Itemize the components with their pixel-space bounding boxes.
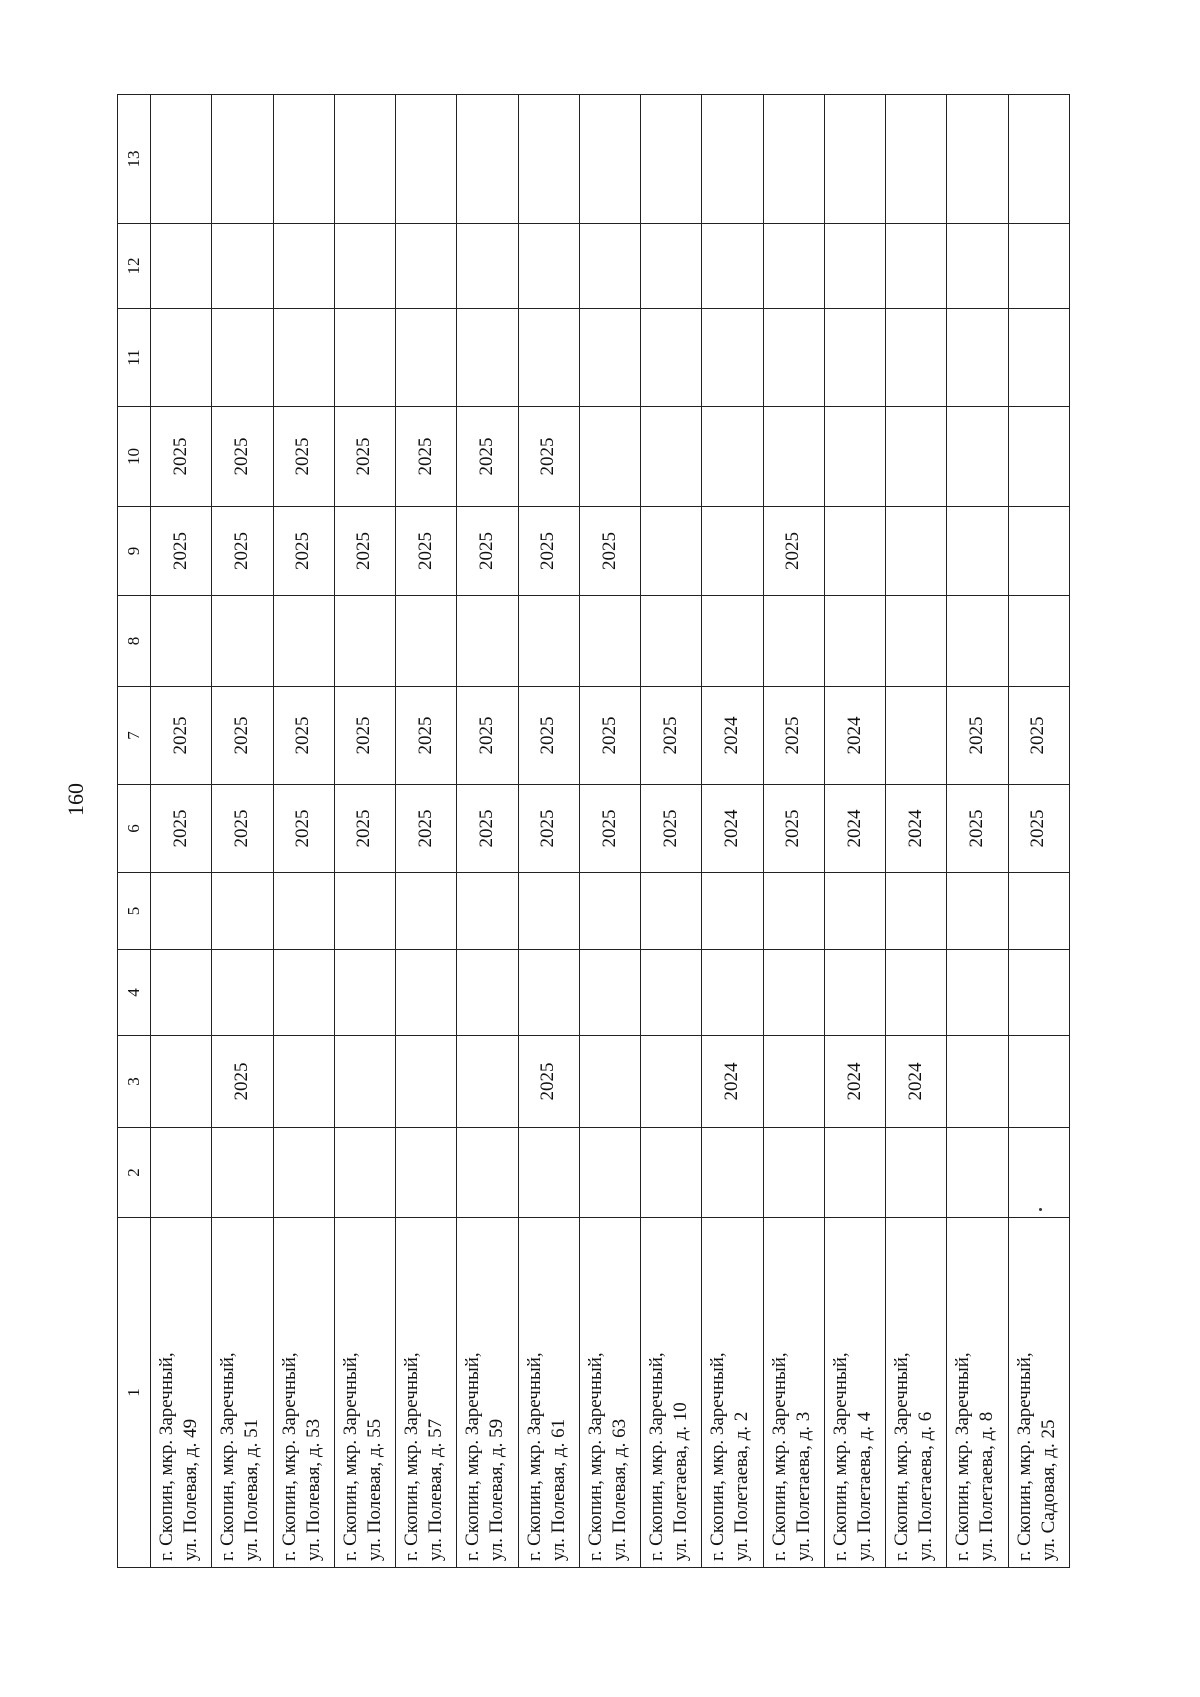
- year-cell: 2024: [702, 785, 763, 873]
- year-cell: 2025: [334, 507, 395, 596]
- address-line-2: ул. Полевая, д. 57: [425, 1418, 447, 1561]
- year-cell: [334, 224, 395, 309]
- address-line-1: г. Скопин, мкр. Заречный,: [891, 1352, 913, 1561]
- year-cell: [763, 873, 824, 950]
- address-line-1: г. Скопин, мкр. Заречный,: [584, 1352, 606, 1561]
- table-row: [579, 95, 640, 1568]
- year-cell: 2024: [824, 687, 885, 785]
- year-cell: [1008, 95, 1069, 224]
- year-cell: [457, 873, 518, 950]
- year-cell: [702, 950, 763, 1036]
- year-cell: [273, 596, 334, 687]
- table-row: [702, 95, 763, 1568]
- year-cell: 2025: [457, 507, 518, 596]
- column-header: 8: [118, 596, 151, 687]
- year-cell: 2025: [151, 507, 212, 596]
- year-cell: [396, 1036, 457, 1128]
- year-cell: 2024: [702, 687, 763, 785]
- address-line-2: ул. Полетаева, д. 8: [976, 1411, 998, 1561]
- year-cell: [1008, 950, 1069, 1036]
- year-cell: [579, 309, 640, 407]
- address-cell: [457, 1218, 518, 1568]
- address-line-2: ул. Полетаева, д. 3: [792, 1411, 814, 1561]
- year-cell: 2025: [334, 407, 395, 507]
- column-header: 9: [118, 507, 151, 596]
- year-cell: [457, 950, 518, 1036]
- year-cell: [273, 224, 334, 309]
- year-cell: [886, 1128, 947, 1218]
- year-cell: 2025: [151, 407, 212, 507]
- year-cell: [212, 873, 273, 950]
- year-cell: [151, 224, 212, 309]
- year-cell: 2025: [273, 785, 334, 873]
- year-cell: [151, 1036, 212, 1128]
- year-cell: 2025: [518, 407, 579, 507]
- address-line-2: ул. Полетаева, д. 2: [731, 1411, 753, 1561]
- table-container: [117, 95, 1070, 1568]
- year-cell: [579, 95, 640, 224]
- year-cell: [824, 1128, 885, 1218]
- year-cell: 2024: [886, 785, 947, 873]
- year-cell: 2024: [824, 1036, 885, 1128]
- address-line-1: г. Скопин, мкр. Заречный,: [952, 1352, 974, 1561]
- year-cell: [457, 596, 518, 687]
- year-cell: [579, 1036, 640, 1128]
- address-line-2: ул. Полетаева, д. 10: [670, 1402, 692, 1561]
- year-cell: [886, 507, 947, 596]
- year-cell: [273, 309, 334, 407]
- year-cell: [579, 950, 640, 1036]
- address-line-2: ул. Полевая, д. 63: [608, 1418, 630, 1561]
- year-cell: [334, 1128, 395, 1218]
- year-cell: 2025: [947, 687, 1008, 785]
- year-cell: [947, 1128, 1008, 1218]
- year-cell: 2024: [702, 1036, 763, 1128]
- year-cell: [579, 1128, 640, 1218]
- year-cell: [457, 1128, 518, 1218]
- year-cell: [1008, 873, 1069, 950]
- year-cell: [641, 309, 702, 407]
- year-cell: [457, 224, 518, 309]
- table-row: [151, 95, 212, 1568]
- year-cell: [947, 507, 1008, 596]
- year-cell: [273, 950, 334, 1036]
- year-cell: [824, 507, 885, 596]
- year-cell: [824, 224, 885, 309]
- year-cell: [396, 309, 457, 407]
- year-cell: [824, 950, 885, 1036]
- year-cell: 2025: [212, 507, 273, 596]
- year-cell: 2025: [579, 687, 640, 785]
- column-header: 2: [118, 1128, 151, 1218]
- year-cell: 2025: [763, 687, 824, 785]
- header-row: [118, 95, 151, 1568]
- year-cell: [151, 309, 212, 407]
- year-cell: [886, 407, 947, 507]
- year-cell: [763, 309, 824, 407]
- year-cell: [763, 596, 824, 687]
- year-cell: [457, 1036, 518, 1128]
- year-cell: [518, 1128, 579, 1218]
- year-cell: [763, 950, 824, 1036]
- year-cell: [579, 873, 640, 950]
- address-line-2: ул. Полевая, д. 53: [302, 1418, 324, 1561]
- year-cell: [212, 95, 273, 224]
- address-cell: [641, 1218, 702, 1568]
- address-cell: [212, 1218, 273, 1568]
- year-cell: [518, 596, 579, 687]
- rotated-table-frame: [117, 95, 1070, 1568]
- year-cell: 2025: [579, 507, 640, 596]
- year-cell: 2025: [518, 687, 579, 785]
- year-cell: [1008, 1036, 1069, 1128]
- year-cell: [1008, 309, 1069, 407]
- year-cell: 2025: [641, 785, 702, 873]
- address-line-1: г. Скопин, мкр. Заречный,: [339, 1352, 361, 1561]
- year-cell: [579, 596, 640, 687]
- table-row: [1008, 95, 1069, 1568]
- address-cell: [396, 1218, 457, 1568]
- address-cell: [1008, 1218, 1069, 1568]
- year-cell: [212, 950, 273, 1036]
- year-cell: [641, 1036, 702, 1128]
- year-cell: [212, 224, 273, 309]
- year-cell: [947, 224, 1008, 309]
- year-cell: [824, 596, 885, 687]
- address-cell: [824, 1218, 885, 1568]
- address-line-1: г. Скопин, мкр. Заречный,: [646, 1352, 668, 1561]
- year-cell: 2025: [212, 687, 273, 785]
- year-cell: [702, 224, 763, 309]
- year-cell: [334, 950, 395, 1036]
- year-cell: 2025: [1008, 687, 1069, 785]
- year-cell: 2025: [763, 507, 824, 596]
- year-cell: [702, 507, 763, 596]
- year-cell: 2025: [947, 785, 1008, 873]
- address-cell: [886, 1218, 947, 1568]
- year-cell: [457, 95, 518, 224]
- year-cell: 2025: [396, 407, 457, 507]
- year-cell: [396, 596, 457, 687]
- column-header: 6: [118, 785, 151, 873]
- table-row: [763, 95, 824, 1568]
- address-line-1: г. Скопин, мкр. Заречный,: [278, 1352, 300, 1561]
- year-cell: [824, 95, 885, 224]
- year-cell: [947, 596, 1008, 687]
- address-cell: [579, 1218, 640, 1568]
- year-cell: 2025: [151, 785, 212, 873]
- year-cell: [702, 309, 763, 407]
- address-line-2: ул. Полевая, д. 61: [547, 1418, 569, 1561]
- year-cell: [763, 1036, 824, 1128]
- year-cell: [763, 1128, 824, 1218]
- year-cell: [886, 950, 947, 1036]
- year-cell: [886, 687, 947, 785]
- address-cell: [518, 1218, 579, 1568]
- year-cell: [151, 1128, 212, 1218]
- year-cell: 2025: [763, 785, 824, 873]
- year-cell: [702, 596, 763, 687]
- year-cell: 2025: [579, 785, 640, 873]
- table-row: [273, 95, 334, 1568]
- year-cell: [518, 950, 579, 1036]
- year-cell: 2025: [396, 785, 457, 873]
- year-cell: [273, 1128, 334, 1218]
- year-cell: [518, 95, 579, 224]
- column-header: 4: [118, 950, 151, 1036]
- year-cell: [579, 407, 640, 507]
- year-cell: [641, 407, 702, 507]
- table-row: [334, 95, 395, 1568]
- year-cell: [518, 873, 579, 950]
- table-row: [824, 95, 885, 1568]
- year-cell: 2025: [212, 407, 273, 507]
- page-number: 160: [63, 783, 88, 816]
- year-cell: [641, 507, 702, 596]
- year-cell: [212, 1128, 273, 1218]
- year-cell: [273, 873, 334, 950]
- year-cell: [702, 407, 763, 507]
- year-cell: [273, 1036, 334, 1128]
- address-line-1: г. Скопин, мкр. Заречный,: [523, 1352, 545, 1561]
- year-cell: [334, 309, 395, 407]
- year-cell: [334, 95, 395, 224]
- year-cell: [886, 95, 947, 224]
- year-cell: 2025: [457, 785, 518, 873]
- year-cell: [1008, 224, 1069, 309]
- address-cell: [273, 1218, 334, 1568]
- address-cell: [334, 1218, 395, 1568]
- year-cell: [702, 873, 763, 950]
- table-row: [212, 95, 273, 1568]
- table-row: [947, 95, 1008, 1568]
- table-row: [518, 95, 579, 1568]
- year-cell: 2025: [212, 785, 273, 873]
- year-cell: [824, 407, 885, 507]
- year-cell: [273, 95, 334, 224]
- year-cell: [151, 873, 212, 950]
- year-cell: [212, 309, 273, 407]
- column-header: 7: [118, 687, 151, 785]
- year-cell: [641, 1128, 702, 1218]
- year-cell: [947, 407, 1008, 507]
- year-cell: [396, 95, 457, 224]
- column-header: 10: [118, 407, 151, 507]
- year-cell: [151, 596, 212, 687]
- year-cell: [947, 950, 1008, 1036]
- address-line-1: г. Скопин, мкр. Заречный,: [217, 1352, 239, 1561]
- address-line-1: г. Скопин, мкр. Заречный,: [829, 1352, 851, 1561]
- year-cell: [1008, 507, 1069, 596]
- year-cell: 2025: [457, 407, 518, 507]
- year-cell: [396, 950, 457, 1036]
- year-cell: [396, 1128, 457, 1218]
- year-cell: [947, 873, 1008, 950]
- year-cell: [947, 95, 1008, 224]
- year-cell: [702, 95, 763, 224]
- year-cell: [518, 224, 579, 309]
- year-cell: [334, 596, 395, 687]
- year-cell: 2025: [641, 687, 702, 785]
- year-cell: [763, 95, 824, 224]
- year-cell: [886, 873, 947, 950]
- year-cell: [334, 873, 395, 950]
- year-cell: 2025: [396, 687, 457, 785]
- data-table: [117, 94, 1070, 1568]
- table-row: [886, 95, 947, 1568]
- address-line-1: г. Скопин, мкр. Заречный,: [1013, 1352, 1035, 1561]
- address-cell: [947, 1218, 1008, 1568]
- year-cell: [641, 596, 702, 687]
- year-cell: 2025: [457, 687, 518, 785]
- year-cell: [641, 950, 702, 1036]
- column-header: 13: [118, 95, 151, 224]
- year-cell: 2025: [273, 507, 334, 596]
- year-cell: 2024: [824, 785, 885, 873]
- year-cell: 2025: [1008, 785, 1069, 873]
- year-cell: [702, 1128, 763, 1218]
- column-header: 3: [118, 1036, 151, 1128]
- address-line-2: ул. Полетаева, д. 6: [915, 1411, 937, 1561]
- address-line-1: г. Скопин, мкр. Заречный,: [401, 1352, 423, 1561]
- column-header: 11: [118, 309, 151, 407]
- year-cell: [824, 309, 885, 407]
- column-header: 5: [118, 873, 151, 950]
- year-cell: [151, 950, 212, 1036]
- year-cell: [212, 596, 273, 687]
- address-cell: [763, 1218, 824, 1568]
- year-cell: [518, 309, 579, 407]
- year-cell: [151, 95, 212, 224]
- year-cell: [886, 224, 947, 309]
- year-cell: [824, 873, 885, 950]
- year-cell: [641, 95, 702, 224]
- year-cell: [947, 1036, 1008, 1128]
- year-cell: [1008, 407, 1069, 507]
- year-cell: [579, 224, 640, 309]
- address-line-1: г. Скопин, мкр. Заречный,: [462, 1352, 484, 1561]
- year-cell: 2025: [273, 687, 334, 785]
- year-cell: [396, 873, 457, 950]
- year-cell: [763, 407, 824, 507]
- year-cell: [396, 224, 457, 309]
- address-line-1: г. Скопин, мкр. Заречный,: [768, 1352, 790, 1561]
- year-cell: 2024: [886, 1036, 947, 1128]
- address-line-2: ул. Полевая, д. 49: [180, 1418, 201, 1561]
- address-line-2: ул. Полевая, д. 59: [486, 1418, 508, 1561]
- year-cell: [1008, 596, 1069, 687]
- column-header: 1: [118, 1218, 151, 1568]
- address-cell: [151, 1218, 212, 1568]
- year-cell: [763, 224, 824, 309]
- year-cell: [1008, 1128, 1069, 1218]
- table-row: [457, 95, 518, 1568]
- year-cell: 2025: [334, 785, 395, 873]
- table-row: [641, 95, 702, 1568]
- year-cell: [457, 309, 518, 407]
- year-cell: [641, 224, 702, 309]
- year-cell: 2025: [334, 687, 395, 785]
- year-cell: 2025: [151, 687, 212, 785]
- table-row: [396, 95, 457, 1568]
- year-cell: 2025: [273, 407, 334, 507]
- year-cell: 2025: [518, 1036, 579, 1128]
- address-cell: [702, 1218, 763, 1568]
- column-header: 12: [118, 224, 151, 309]
- year-cell: 2025: [212, 1036, 273, 1128]
- year-cell: [947, 309, 1008, 407]
- year-cell: [641, 873, 702, 950]
- year-cell: 2025: [518, 785, 579, 873]
- address-line-1: г. Скопин, мкр. Заречный,: [156, 1352, 177, 1561]
- address-line-2: ул. Садовая, д. 25: [1037, 1419, 1059, 1561]
- year-cell: 2025: [396, 507, 457, 596]
- address-line-2: ул. Полевая, д. 55: [363, 1418, 385, 1561]
- address-line-2: ул. Полевая, д. 51: [241, 1418, 263, 1561]
- year-cell: [334, 1036, 395, 1128]
- year-cell: [886, 309, 947, 407]
- address-line-2: ул. Полетаева, д. 4: [853, 1411, 875, 1561]
- address-line-1: г. Скопин, мкр. Заречный,: [707, 1352, 729, 1561]
- year-cell: 2025: [518, 507, 579, 596]
- year-cell: [886, 596, 947, 687]
